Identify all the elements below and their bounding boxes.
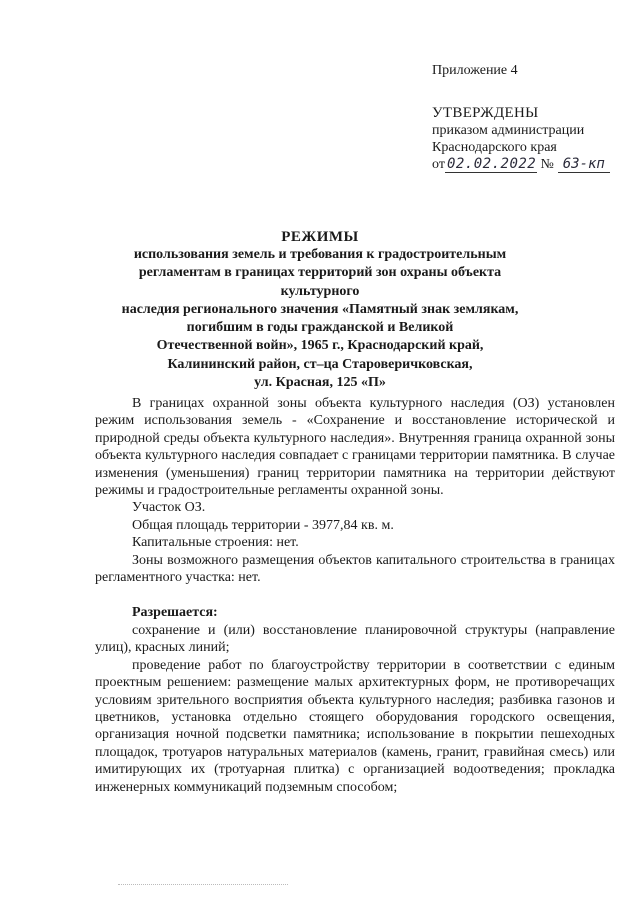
title-line: использования земель и требования к градостроительным — [133, 247, 507, 262]
handwritten-date: 02.02.2022 — [446, 156, 537, 172]
footer-line — [118, 884, 288, 885]
from-prefix: от — [432, 157, 445, 172]
approval-line-1: приказом администрации — [432, 123, 585, 138]
spacer — [95, 586, 615, 604]
allowed-item: проведение работ по благоустройству территории в соответствии с единым проектным решением: размещение малых архитектурных форм, не противоречащих условиям зрительного восприятия объекта культурного наследия; разбивка газонов и цветников, установка отдельно стоящего оборудования городского освещения, организация ночной подсветки памятника; использование в покрытии пешеходных площадок, тротуаров натуральных материалов (камень, гранит, гравийная смесь) или имитирующих их (тротуарная плитка) с организацией водоотведения; прокладка инженерных коммуникаций подземным способом; — [95, 657, 615, 795]
document-body — [95, 395, 615, 796]
capital-line: Капитальные строения: нет. — [132, 535, 299, 551]
handwritten-number: 63-кп — [558, 157, 610, 173]
allowed-heading: Разрешается: — [132, 605, 218, 621]
order-line — [432, 156, 632, 173]
number-sign: № — [540, 157, 554, 172]
title-line: наследия регионального значения «Памятный знак землякам, — [121, 301, 519, 317]
title-line: ул. Красная, 125 «П» — [254, 375, 386, 391]
title-line: Калининский район, ст–ца Староверичковская, — [167, 356, 473, 372]
plot-line: Участок ОЗ. — [132, 500, 206, 516]
document-title — [110, 228, 530, 392]
intro-paragraph: В границах охранной зоны объекта культурного наследия (ОЗ) установлен режим использования земель - «Сохранение и восстановление исторической и природной среды объекта культурного наследия». Внутренняя граница охранной зоны объекта культурного наследия совпадает с границами территории памятника. В случае изменения (уменьшения) границ территории памятника на территории действуют режимы и градостроительные регламенты охранной зоны. — [95, 396, 615, 499]
approved-heading: УТВЕРЖДЕНЫ — [432, 105, 539, 121]
title-line: регламентам в границах территорий зон охраны объекта культурного — [138, 265, 502, 299]
zones-paragraph: Зоны возможного размещения объектов капитального строительства в границах регламентного участка: нет. — [95, 552, 615, 586]
title-heading: РЕЖИМЫ — [281, 229, 359, 245]
approval-block — [432, 62, 632, 173]
title-line: погибшим в годы гражданской и Великой — [186, 320, 454, 336]
title-line: Отечественной войн», 1965 г., Краснодарский край, — [156, 338, 484, 354]
approval-line-2: Краснодарского края — [432, 140, 557, 155]
area-line: Общая площадь территории - 3977,84 кв. м. — [132, 517, 394, 533]
allowed-item: сохранение и (или) восстановление планировочной структуры (направление улиц), красных линий; — [95, 622, 615, 656]
appendix-label: Приложение 4 — [432, 63, 518, 78]
